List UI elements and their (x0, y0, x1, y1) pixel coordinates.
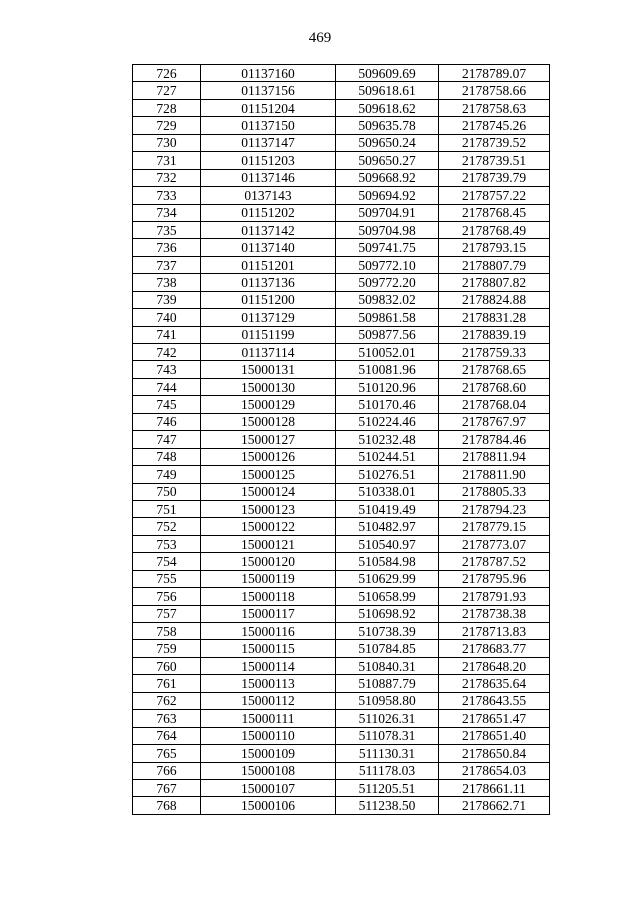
x-coordinate-cell: 510784.85 (336, 640, 439, 657)
table-row (133, 640, 550, 657)
x-coordinate-cell: 509741.75 (336, 239, 439, 256)
point-code-cell: 01137146 (201, 169, 336, 186)
table-row (133, 762, 550, 779)
page-number: 469 (308, 30, 332, 46)
row-index-cell: 736 (133, 239, 201, 256)
y-coordinate-cell: 2178651.40 (439, 727, 550, 744)
y-coordinate-cell: 2178793.15 (439, 239, 550, 256)
row-index-cell: 743 (133, 361, 201, 378)
y-coordinate-cell: 2178758.66 (439, 82, 550, 99)
row-index-cell: 728 (133, 99, 201, 116)
y-coordinate-cell: 2178807.82 (439, 274, 550, 291)
table-row (133, 378, 550, 395)
row-index-cell: 730 (133, 134, 201, 151)
y-coordinate-cell: 2178758.63 (439, 99, 550, 116)
y-coordinate-cell: 2178779.15 (439, 518, 550, 535)
point-code-cell: 15000112 (201, 692, 336, 709)
y-coordinate-cell: 2178654.03 (439, 762, 550, 779)
table-row (133, 117, 550, 134)
row-index-cell: 756 (133, 588, 201, 605)
y-coordinate-cell: 2178807.79 (439, 256, 550, 273)
table-row (133, 413, 550, 430)
table-row (133, 448, 550, 465)
x-coordinate-cell: 510629.99 (336, 570, 439, 587)
row-index-cell: 750 (133, 483, 201, 500)
x-coordinate-cell: 509772.10 (336, 256, 439, 273)
table-row (133, 657, 550, 674)
y-coordinate-cell: 2178811.94 (439, 448, 550, 465)
x-coordinate-cell: 510887.79 (336, 675, 439, 692)
x-coordinate-cell: 511205.51 (336, 779, 439, 796)
point-code-cell: 15000124 (201, 483, 336, 500)
x-coordinate-cell: 510738.39 (336, 623, 439, 640)
row-index-cell: 735 (133, 221, 201, 238)
y-coordinate-cell: 2178713.83 (439, 623, 550, 640)
row-index-cell: 749 (133, 466, 201, 483)
x-coordinate-cell: 510276.51 (336, 466, 439, 483)
row-index-cell: 763 (133, 710, 201, 727)
point-code-cell: 15000119 (201, 570, 336, 587)
point-code-cell: 15000110 (201, 727, 336, 744)
table-row (133, 274, 550, 291)
row-index-cell: 757 (133, 605, 201, 622)
row-index-cell: 768 (133, 797, 201, 814)
point-code-cell: 15000118 (201, 588, 336, 605)
point-code-cell: 15000126 (201, 448, 336, 465)
point-code-cell: 15000108 (201, 762, 336, 779)
x-coordinate-cell: 510224.46 (336, 413, 439, 430)
y-coordinate-cell: 2178795.96 (439, 570, 550, 587)
x-coordinate-cell: 509609.69 (336, 65, 439, 82)
y-coordinate-cell: 2178661.11 (439, 779, 550, 796)
row-index-cell: 761 (133, 675, 201, 692)
point-code-cell: 15000113 (201, 675, 336, 692)
point-code-cell: 01137156 (201, 82, 336, 99)
point-code-cell: 01137140 (201, 239, 336, 256)
row-index-cell: 766 (133, 762, 201, 779)
row-index-cell: 745 (133, 396, 201, 413)
x-coordinate-cell: 510419.49 (336, 500, 439, 517)
point-code-cell: 01151204 (201, 99, 336, 116)
table-row (133, 396, 550, 413)
x-coordinate-cell: 509832.02 (336, 291, 439, 308)
y-coordinate-cell: 2178759.33 (439, 344, 550, 361)
table-row (133, 99, 550, 116)
row-index-cell: 726 (133, 65, 201, 82)
y-coordinate-cell: 2178811.90 (439, 466, 550, 483)
x-coordinate-cell: 511130.31 (336, 745, 439, 762)
y-coordinate-cell: 2178791.93 (439, 588, 550, 605)
table-row (133, 361, 550, 378)
point-code-cell: 15000117 (201, 605, 336, 622)
table-row (133, 500, 550, 517)
x-coordinate-cell: 509618.61 (336, 82, 439, 99)
y-coordinate-cell: 2178745.26 (439, 117, 550, 134)
table-row (133, 466, 550, 483)
x-coordinate-cell: 511238.50 (336, 797, 439, 814)
row-index-cell: 765 (133, 745, 201, 762)
row-index-cell: 767 (133, 779, 201, 796)
point-code-cell: 15000114 (201, 657, 336, 674)
y-coordinate-cell: 2178824.88 (439, 291, 550, 308)
x-coordinate-cell: 510698.92 (336, 605, 439, 622)
x-coordinate-cell: 510081.96 (336, 361, 439, 378)
y-coordinate-cell: 2178767.97 (439, 413, 550, 430)
table-row (133, 134, 550, 151)
row-index-cell: 741 (133, 326, 201, 343)
row-index-cell: 748 (133, 448, 201, 465)
point-code-cell: 15000109 (201, 745, 336, 762)
x-coordinate-cell: 510658.99 (336, 588, 439, 605)
x-coordinate-cell: 509668.92 (336, 169, 439, 186)
point-code-cell: 15000125 (201, 466, 336, 483)
y-coordinate-cell: 2178650.84 (439, 745, 550, 762)
y-coordinate-cell: 2178651.47 (439, 710, 550, 727)
x-coordinate-cell: 511178.03 (336, 762, 439, 779)
row-index-cell: 751 (133, 500, 201, 517)
point-code-cell: 01137150 (201, 117, 336, 134)
x-coordinate-cell: 510120.96 (336, 378, 439, 395)
x-coordinate-cell: 510584.98 (336, 553, 439, 570)
row-index-cell: 764 (133, 727, 201, 744)
point-code-cell: 15000121 (201, 535, 336, 552)
x-coordinate-cell: 510482.97 (336, 518, 439, 535)
table-row (133, 187, 550, 204)
x-coordinate-cell: 509650.24 (336, 134, 439, 151)
row-index-cell: 759 (133, 640, 201, 657)
row-index-cell: 758 (133, 623, 201, 640)
y-coordinate-cell: 2178683.77 (439, 640, 550, 657)
point-code-cell: 01137147 (201, 134, 336, 151)
point-code-cell: 15000122 (201, 518, 336, 535)
point-code-cell: 15000123 (201, 500, 336, 517)
point-code-cell: 01151203 (201, 152, 336, 169)
row-index-cell: 738 (133, 274, 201, 291)
row-index-cell: 747 (133, 431, 201, 448)
table-row (133, 431, 550, 448)
point-code-cell: 15000115 (201, 640, 336, 657)
x-coordinate-cell: 510338.01 (336, 483, 439, 500)
row-index-cell: 752 (133, 518, 201, 535)
y-coordinate-cell: 2178831.28 (439, 309, 550, 326)
x-coordinate-cell: 509650.27 (336, 152, 439, 169)
row-index-cell: 746 (133, 413, 201, 430)
x-coordinate-cell: 509704.91 (336, 204, 439, 221)
table-row (133, 588, 550, 605)
x-coordinate-cell: 509694.92 (336, 187, 439, 204)
point-code-cell: 01151202 (201, 204, 336, 221)
y-coordinate-cell: 2178757.22 (439, 187, 550, 204)
y-coordinate-cell: 2178768.04 (439, 396, 550, 413)
table-row (133, 779, 550, 796)
y-coordinate-cell: 2178739.52 (439, 134, 550, 151)
x-coordinate-cell: 509635.78 (336, 117, 439, 134)
y-coordinate-cell: 2178643.55 (439, 692, 550, 709)
point-code-cell: 0137143 (201, 187, 336, 204)
point-code-cell: 01137160 (201, 65, 336, 82)
point-code-cell: 01137129 (201, 309, 336, 326)
x-coordinate-cell: 510958.80 (336, 692, 439, 709)
point-code-cell: 01151201 (201, 256, 336, 273)
table-row (133, 82, 550, 99)
y-coordinate-cell: 2178739.79 (439, 169, 550, 186)
table-row (133, 344, 550, 361)
table-row (133, 204, 550, 221)
table-row (133, 221, 550, 238)
row-index-cell: 731 (133, 152, 201, 169)
x-coordinate-cell: 509618.62 (336, 99, 439, 116)
y-coordinate-cell: 2178768.45 (439, 204, 550, 221)
table-row (133, 797, 550, 814)
row-index-cell: 733 (133, 187, 201, 204)
table-row (133, 152, 550, 169)
x-coordinate-cell: 510540.97 (336, 535, 439, 552)
point-code-cell: 15000107 (201, 779, 336, 796)
row-index-cell: 760 (133, 657, 201, 674)
point-code-cell: 15000129 (201, 396, 336, 413)
y-coordinate-cell: 2178662.71 (439, 797, 550, 814)
x-coordinate-cell: 511078.31 (336, 727, 439, 744)
y-coordinate-cell: 2178768.60 (439, 378, 550, 395)
y-coordinate-cell: 2178787.52 (439, 553, 550, 570)
table-row (133, 483, 550, 500)
table-row (133, 518, 550, 535)
table-row (133, 692, 550, 709)
row-index-cell: 744 (133, 378, 201, 395)
point-code-cell: 15000127 (201, 431, 336, 448)
row-index-cell: 729 (133, 117, 201, 134)
x-coordinate-cell: 510232.48 (336, 431, 439, 448)
table-row (133, 256, 550, 273)
row-index-cell: 754 (133, 553, 201, 570)
table-row (133, 710, 550, 727)
y-coordinate-cell: 2178789.07 (439, 65, 550, 82)
point-code-cell: 01151199 (201, 326, 336, 343)
x-coordinate-cell: 509861.58 (336, 309, 439, 326)
table-row (133, 570, 550, 587)
x-coordinate-cell: 509877.56 (336, 326, 439, 343)
coordinates-table (132, 64, 550, 815)
table-body (133, 65, 550, 815)
x-coordinate-cell: 511026.31 (336, 710, 439, 727)
row-index-cell: 737 (133, 256, 201, 273)
table-row (133, 623, 550, 640)
x-coordinate-cell: 510052.01 (336, 344, 439, 361)
point-code-cell: 15000106 (201, 797, 336, 814)
x-coordinate-cell: 509704.98 (336, 221, 439, 238)
point-code-cell: 15000131 (201, 361, 336, 378)
y-coordinate-cell: 2178739.51 (439, 152, 550, 169)
y-coordinate-cell: 2178784.46 (439, 431, 550, 448)
point-code-cell: 15000116 (201, 623, 336, 640)
table-row (133, 675, 550, 692)
y-coordinate-cell: 2178648.20 (439, 657, 550, 674)
y-coordinate-cell: 2178768.65 (439, 361, 550, 378)
point-code-cell: 01137114 (201, 344, 336, 361)
table-row (133, 309, 550, 326)
row-index-cell: 739 (133, 291, 201, 308)
table-row (133, 535, 550, 552)
row-index-cell: 727 (133, 82, 201, 99)
point-code-cell: 01151200 (201, 291, 336, 308)
x-coordinate-cell: 509772.20 (336, 274, 439, 291)
y-coordinate-cell: 2178738.38 (439, 605, 550, 622)
row-index-cell: 734 (133, 204, 201, 221)
table-row (133, 326, 550, 343)
y-coordinate-cell: 2178794.23 (439, 500, 550, 517)
row-index-cell: 740 (133, 309, 201, 326)
row-index-cell: 753 (133, 535, 201, 552)
y-coordinate-cell: 2178768.49 (439, 221, 550, 238)
point-code-cell: 15000111 (201, 710, 336, 727)
y-coordinate-cell: 2178805.33 (439, 483, 550, 500)
point-code-cell: 15000120 (201, 553, 336, 570)
table-row (133, 745, 550, 762)
y-coordinate-cell: 2178839.19 (439, 326, 550, 343)
table-row (133, 553, 550, 570)
point-code-cell: 01137136 (201, 274, 336, 291)
point-code-cell: 15000130 (201, 378, 336, 395)
x-coordinate-cell: 510244.51 (336, 448, 439, 465)
point-code-cell: 15000128 (201, 413, 336, 430)
x-coordinate-cell: 510840.31 (336, 657, 439, 674)
x-coordinate-cell: 510170.46 (336, 396, 439, 413)
table-row (133, 169, 550, 186)
row-index-cell: 755 (133, 570, 201, 587)
row-index-cell: 762 (133, 692, 201, 709)
table-row (133, 291, 550, 308)
point-code-cell: 01137142 (201, 221, 336, 238)
table-row (133, 727, 550, 744)
table-row (133, 239, 550, 256)
y-coordinate-cell: 2178635.64 (439, 675, 550, 692)
table-row (133, 605, 550, 622)
row-index-cell: 732 (133, 169, 201, 186)
row-index-cell: 742 (133, 344, 201, 361)
table-row (133, 65, 550, 82)
y-coordinate-cell: 2178773.07 (439, 535, 550, 552)
